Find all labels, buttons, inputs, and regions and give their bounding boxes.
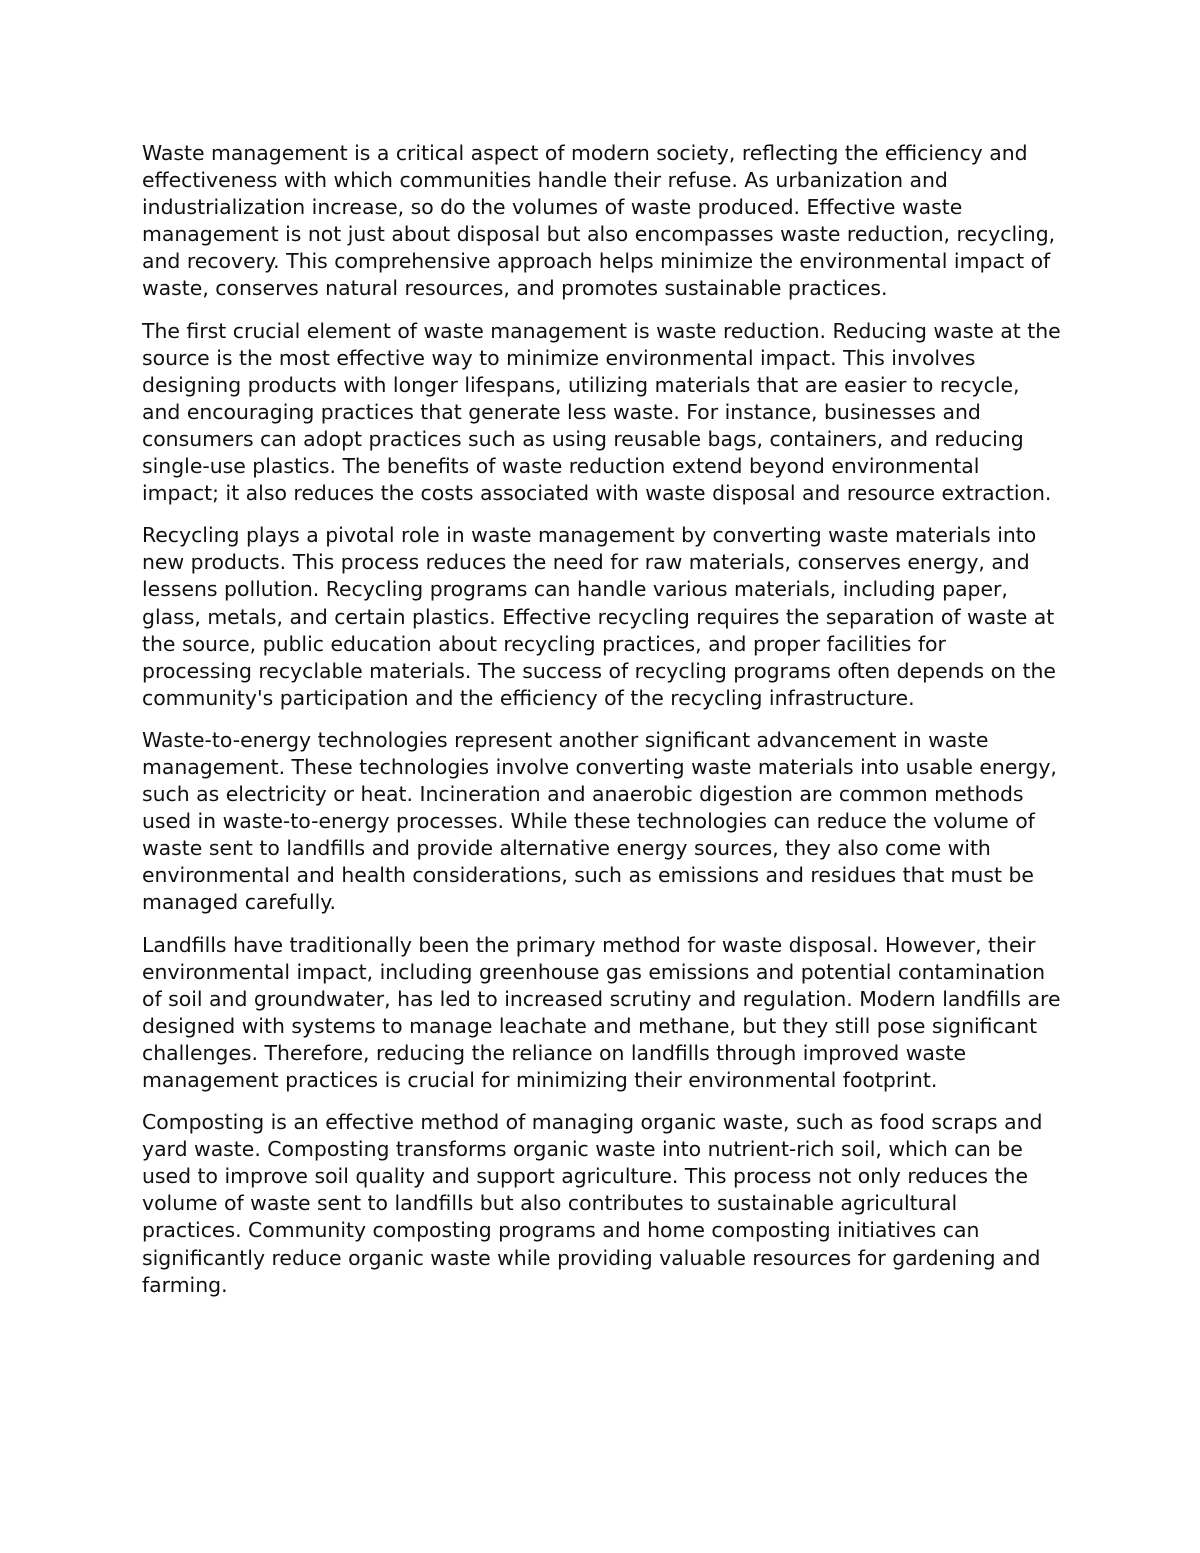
paragraph-composting: Composting is an effective method of managing organic waste, such as food scraps and yard waste. Composting transforms organic waste into nutrient-rich soil, which can be used to improve soil quality and support agriculture. This process not only reduces the volume of waste sent to landfills but also contributes to sustainable agricultural practices. Community composting programs and home composting initiatives can significantly reduce organic waste while providing valuable resources for gardening and farming.: [142, 1110, 1043, 1297]
document-body: [142, 140, 1062, 1314]
paragraph-landfills: Landfills have traditionally been the primary method for waste disposal. However, their environmental impact, including greenhouse gas emissions and potential contamination of soil and groundwater, has led to increased scrutiny and regulation. Modern landfills are designed with systems to manage leachate and methane, but they still pose significant challenges. Therefore, reducing the reliance on landfills through improved waste management practices is crucial for minimizing their environmental footprint.: [142, 932, 1061, 1092]
paragraph-recycling: Recycling plays a pivotal role in waste management by converting waste materials into new products. This process reduces the need for raw materials, conserves energy, and lessens pollution. Recycling programs can handle various materials, including paper, glass, metals, and certain plastics. Effective recycling requires the separation of waste at the source, public education about recycling practices, and proper facilities for processing recyclable materials. The success of recycling programs often depends on the community's participation and the efficiency of the recycling infrastructure.: [142, 523, 1056, 710]
paragraph-intro: Waste management is a critical aspect of modern society, reflecting the efficiency and effectiveness with which communities handle their refuse. As urbanization and industrialization increase, so do the volumes of waste produced. Effective waste management is not just about disposal but also encompasses waste reduction, recycling, and recovery. This comprehensive approach helps minimize the environmental impact of waste, conserves natural resources, and promotes sustainable practices.: [142, 141, 1056, 301]
paragraph-waste-reduction: The first crucial element of waste management is waste reduction. Reducing waste at the source is the most effective way to minimize environmental impact. This involves designing products with longer lifespans, utilizing materials that are easier to recycle, and encouraging practices that generate less waste. For instance, businesses and consumers can adopt practices such as using reusable bags, containers, and reducing single-use plastics. The benefits of waste reduction extend beyond environmental impact; it also reduces the costs associated with waste disposal and resource extraction.: [142, 318, 1061, 506]
paragraph-waste-to-energy: Waste-to-energy technologies represent another significant advancement in waste management. These technologies involve converting waste materials into usable energy, such as electricity or heat. Incineration and anaerobic digestion are common methods used in waste-to-energy processes. While these technologies can reduce the volume of waste sent to landfills and provide alternative energy sources, they also come with environmental and health considerations, such as emissions and residues that must be managed carefully.: [142, 727, 1057, 915]
